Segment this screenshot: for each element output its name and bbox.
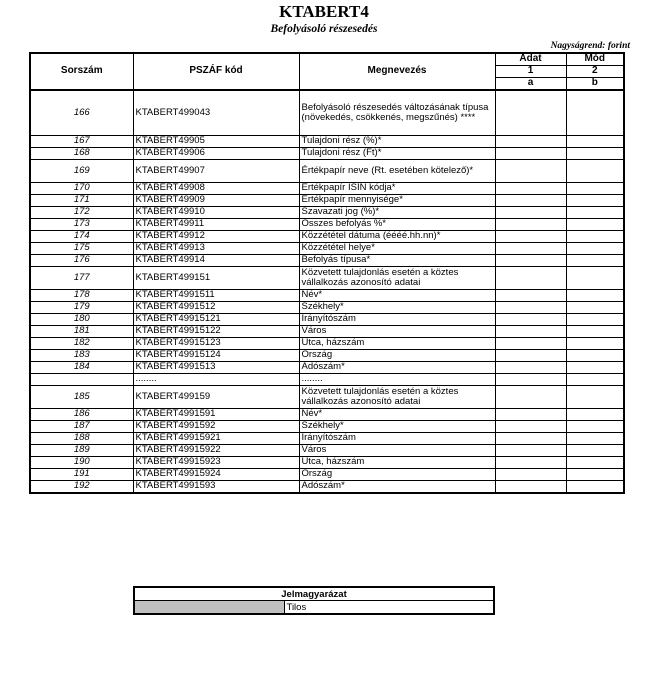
row-adat-cell[interactable] bbox=[495, 386, 566, 409]
row-mod-cell[interactable] bbox=[566, 148, 624, 160]
row-code: KTABERT49915924 bbox=[133, 469, 299, 481]
table-row bbox=[30, 445, 624, 457]
row-name: Székhely* bbox=[299, 302, 495, 314]
row-mod-cell[interactable] bbox=[566, 374, 624, 386]
table-row bbox=[30, 290, 624, 302]
row-mod-cell[interactable] bbox=[566, 160, 624, 183]
row-adat-cell[interactable] bbox=[495, 302, 566, 314]
table-row bbox=[30, 267, 624, 290]
row-adat-cell[interactable] bbox=[495, 433, 566, 445]
row-name: Ország bbox=[299, 350, 495, 362]
table-row bbox=[30, 469, 624, 481]
row-mod-cell[interactable] bbox=[566, 195, 624, 207]
table-row bbox=[30, 374, 624, 386]
row-mod-cell[interactable] bbox=[566, 136, 624, 148]
row-name: ........ bbox=[299, 374, 495, 386]
row-name: Adószám* bbox=[299, 362, 495, 374]
row-name: Tulajdoni rész (%)* bbox=[299, 136, 495, 148]
row-number: 167 bbox=[30, 136, 133, 148]
row-code: KTABERT49914 bbox=[133, 255, 299, 267]
row-number: 171 bbox=[30, 195, 133, 207]
row-code: KTABERT4991591 bbox=[133, 409, 299, 421]
row-name: Értékpapír mennyisége* bbox=[299, 195, 495, 207]
row-name: Szavazati jog (%)* bbox=[299, 207, 495, 219]
row-name: Székhely* bbox=[299, 421, 495, 433]
row-name: Értékpapír ISIN kódja* bbox=[299, 183, 495, 195]
row-mod-cell[interactable] bbox=[566, 90, 624, 136]
row-adat-cell[interactable] bbox=[495, 326, 566, 338]
row-mod-cell[interactable] bbox=[566, 350, 624, 362]
row-adat-cell[interactable] bbox=[495, 231, 566, 243]
row-number: 173 bbox=[30, 219, 133, 231]
table-body bbox=[30, 90, 624, 493]
row-mod-cell[interactable] bbox=[566, 457, 624, 469]
row-mod-cell[interactable] bbox=[566, 326, 624, 338]
row-number: 166 bbox=[30, 90, 133, 136]
row-code: KTABERT499151 bbox=[133, 267, 299, 290]
row-adat-cell[interactable] bbox=[495, 90, 566, 136]
row-mod-cell[interactable] bbox=[566, 433, 624, 445]
table-row bbox=[30, 160, 624, 183]
row-number: 168 bbox=[30, 148, 133, 160]
row-name: Közzététel helye* bbox=[299, 243, 495, 255]
row-adat-cell[interactable] bbox=[495, 219, 566, 231]
row-number: 176 bbox=[30, 255, 133, 267]
row-adat-cell[interactable] bbox=[495, 314, 566, 326]
row-number: 177 bbox=[30, 267, 133, 290]
row-mod-cell[interactable] bbox=[566, 409, 624, 421]
row-name: Irányítószám bbox=[299, 314, 495, 326]
row-code: KTABERT4991512 bbox=[133, 302, 299, 314]
legend-label: Tilos bbox=[284, 601, 494, 615]
table-row bbox=[30, 362, 624, 374]
row-name: Tulajdoni rész (Ft)* bbox=[299, 148, 495, 160]
row-adat-cell[interactable] bbox=[495, 374, 566, 386]
row-code: KTABERT49915124 bbox=[133, 350, 299, 362]
row-number: 192 bbox=[30, 481, 133, 494]
table-row bbox=[30, 302, 624, 314]
header-adat-letter: a bbox=[495, 78, 566, 91]
row-number: 174 bbox=[30, 231, 133, 243]
table-row bbox=[30, 326, 624, 338]
row-number: 181 bbox=[30, 326, 133, 338]
legend-table bbox=[133, 586, 495, 615]
row-code: KTABERT49906 bbox=[133, 148, 299, 160]
row-code: KTABERT49915123 bbox=[133, 338, 299, 350]
row-code: KTABERT4991593 bbox=[133, 481, 299, 494]
form-title: KTABERT4 bbox=[279, 2, 369, 21]
form-subtitle: Befolyásoló részesedés bbox=[270, 23, 378, 35]
row-adat-cell[interactable] bbox=[495, 457, 566, 469]
row-adat-cell[interactable] bbox=[495, 469, 566, 481]
row-code: KTABERT49907 bbox=[133, 160, 299, 183]
table-row bbox=[30, 136, 624, 148]
row-code: KTABERT49911 bbox=[133, 219, 299, 231]
table-row bbox=[30, 314, 624, 326]
table-row bbox=[30, 183, 624, 195]
row-code: KTABERT49915121 bbox=[133, 314, 299, 326]
row-number: 191 bbox=[30, 469, 133, 481]
row-adat-cell[interactable] bbox=[495, 445, 566, 457]
legend-swatch bbox=[134, 601, 284, 615]
table-row bbox=[30, 255, 624, 267]
row-code: ........ bbox=[133, 374, 299, 386]
header-mod: Mód bbox=[566, 53, 624, 66]
table-row bbox=[30, 231, 624, 243]
row-number: 189 bbox=[30, 445, 133, 457]
table-row bbox=[30, 421, 624, 433]
header-megnevezes: Megnevezés bbox=[299, 53, 495, 90]
row-number: 169 bbox=[30, 160, 133, 183]
header-sorszam: Sorszám bbox=[30, 53, 133, 90]
table-row bbox=[30, 350, 624, 362]
row-mod-cell[interactable] bbox=[566, 267, 624, 290]
row-mod-cell[interactable] bbox=[566, 290, 624, 302]
row-name: Név* bbox=[299, 409, 495, 421]
row-code: KTABERT49915921 bbox=[133, 433, 299, 445]
row-code: KTABERT49915122 bbox=[133, 326, 299, 338]
header-adat-num: 1 bbox=[495, 66, 566, 78]
row-code: KTABERT499043 bbox=[133, 90, 299, 136]
row-number: 178 bbox=[30, 290, 133, 302]
row-adat-cell[interactable] bbox=[495, 255, 566, 267]
row-mod-cell[interactable] bbox=[566, 219, 624, 231]
row-mod-cell[interactable] bbox=[566, 255, 624, 267]
table-row bbox=[30, 219, 624, 231]
row-adat-cell[interactable] bbox=[495, 136, 566, 148]
row-name: Ország bbox=[299, 469, 495, 481]
row-adat-cell[interactable] bbox=[495, 338, 566, 350]
row-number: 184 bbox=[30, 362, 133, 374]
row-name: Értékpapír neve (Rt. esetében kötelező)* bbox=[299, 160, 495, 183]
unit-note: Nagyságrend: forint bbox=[550, 41, 630, 51]
row-mod-cell[interactable] bbox=[566, 445, 624, 457]
row-code: KTABERT4991511 bbox=[133, 290, 299, 302]
row-mod-cell[interactable] bbox=[566, 338, 624, 350]
row-name: Közvetett tulajdonlás esetén a köztes vállalkozás azonosító adatai bbox=[299, 386, 495, 409]
row-number: 183 bbox=[30, 350, 133, 362]
row-name: Közzététel dátuma (éééé.hh.nn)* bbox=[299, 231, 495, 243]
row-adat-cell[interactable] bbox=[495, 148, 566, 160]
legend-title: Jelmagyarázat bbox=[134, 587, 494, 601]
table-row bbox=[30, 207, 624, 219]
row-name: Utca, házszám bbox=[299, 457, 495, 469]
row-number: 170 bbox=[30, 183, 133, 195]
row-adat-cell[interactable] bbox=[495, 290, 566, 302]
row-code: KTABERT499159 bbox=[133, 386, 299, 409]
table-row bbox=[30, 457, 624, 469]
row-name: Közvetett tulajdonlás esetén a köztes vállalkozás azonosító adatai bbox=[299, 267, 495, 290]
row-adat-cell[interactable] bbox=[495, 350, 566, 362]
row-number bbox=[30, 374, 133, 386]
header-mod-letter: b bbox=[566, 78, 624, 91]
row-mod-cell[interactable] bbox=[566, 302, 624, 314]
row-name: Utca, házszám bbox=[299, 338, 495, 350]
row-name: Város bbox=[299, 445, 495, 457]
row-mod-cell[interactable] bbox=[566, 207, 624, 219]
row-name: Irányítószám bbox=[299, 433, 495, 445]
table-row bbox=[30, 386, 624, 409]
row-mod-cell[interactable] bbox=[566, 421, 624, 433]
row-adat-cell[interactable] bbox=[495, 481, 566, 494]
row-number: 180 bbox=[30, 314, 133, 326]
row-adat-cell[interactable] bbox=[495, 160, 566, 183]
table-row bbox=[30, 338, 624, 350]
row-code: KTABERT49909 bbox=[133, 195, 299, 207]
row-mod-cell[interactable] bbox=[566, 314, 624, 326]
row-number: 175 bbox=[30, 243, 133, 255]
row-adat-cell[interactable] bbox=[495, 183, 566, 195]
row-adat-cell[interactable] bbox=[495, 267, 566, 290]
row-number: 190 bbox=[30, 457, 133, 469]
row-code: KTABERT49912 bbox=[133, 231, 299, 243]
row-code: KTABERT49915922 bbox=[133, 445, 299, 457]
row-name: Név* bbox=[299, 290, 495, 302]
table-row bbox=[30, 433, 624, 445]
row-mod-cell[interactable] bbox=[566, 386, 624, 409]
table-row bbox=[30, 481, 624, 494]
header-mod-num: 2 bbox=[566, 66, 624, 78]
header-adat: Adat bbox=[495, 53, 566, 66]
row-number: 187 bbox=[30, 421, 133, 433]
row-number: 179 bbox=[30, 302, 133, 314]
table-row bbox=[30, 148, 624, 160]
row-name: Összes befolyás %* bbox=[299, 219, 495, 231]
row-name: Befolyás típusa* bbox=[299, 255, 495, 267]
row-code: KTABERT4991592 bbox=[133, 421, 299, 433]
row-adat-cell[interactable] bbox=[495, 421, 566, 433]
table-row bbox=[30, 195, 624, 207]
row-number: 182 bbox=[30, 338, 133, 350]
row-mod-cell[interactable] bbox=[566, 243, 624, 255]
row-mod-cell[interactable] bbox=[566, 481, 624, 494]
row-mod-cell[interactable] bbox=[566, 469, 624, 481]
row-adat-cell[interactable] bbox=[495, 195, 566, 207]
header-pszaf-kod: PSZÁF kód bbox=[133, 53, 299, 90]
row-number: 185 bbox=[30, 386, 133, 409]
row-mod-cell[interactable] bbox=[566, 183, 624, 195]
row-code: KTABERT49905 bbox=[133, 136, 299, 148]
row-name: Befolyásoló részesedés változásának típusa (növekedés, csökkenés, megszűnés) **** bbox=[299, 90, 495, 136]
table-row bbox=[30, 90, 624, 136]
row-number: 186 bbox=[30, 409, 133, 421]
row-name: Város bbox=[299, 326, 495, 338]
row-adat-cell[interactable] bbox=[495, 409, 566, 421]
row-code: KTABERT4991513 bbox=[133, 362, 299, 374]
row-mod-cell[interactable] bbox=[566, 362, 624, 374]
legend-item bbox=[134, 601, 494, 615]
row-code: KTABERT49910 bbox=[133, 207, 299, 219]
row-number: 172 bbox=[30, 207, 133, 219]
data-table bbox=[29, 52, 625, 494]
table-row bbox=[30, 243, 624, 255]
row-adat-cell[interactable] bbox=[495, 207, 566, 219]
row-code: KTABERT49913 bbox=[133, 243, 299, 255]
row-number: 188 bbox=[30, 433, 133, 445]
table-row bbox=[30, 409, 624, 421]
row-code: KTABERT49908 bbox=[133, 183, 299, 195]
row-adat-cell[interactable] bbox=[495, 362, 566, 374]
row-name: Adószám* bbox=[299, 481, 495, 494]
row-code: KTABERT49915923 bbox=[133, 457, 299, 469]
row-mod-cell[interactable] bbox=[566, 231, 624, 243]
row-adat-cell[interactable] bbox=[495, 243, 566, 255]
